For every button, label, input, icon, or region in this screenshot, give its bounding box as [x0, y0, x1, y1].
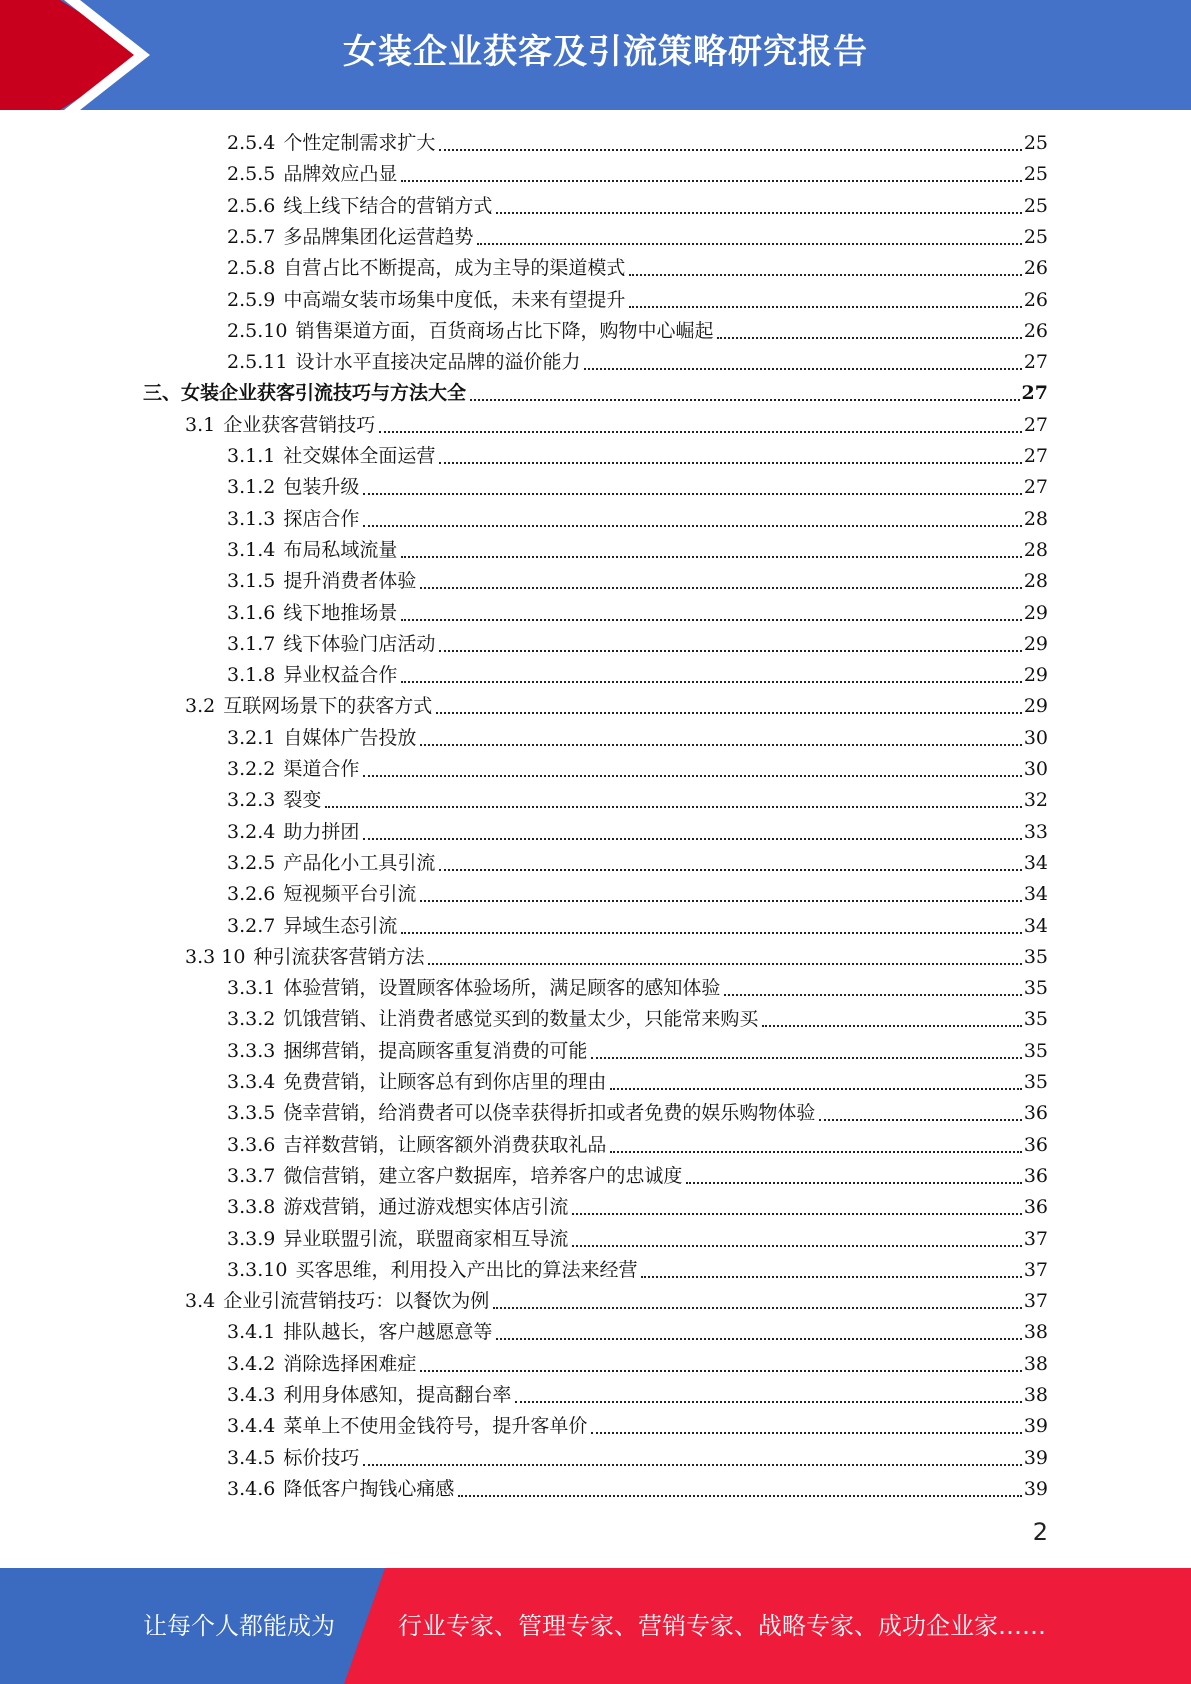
toc-entry-title: 侥幸营销，给消费者可以侥幸获得折扣或者免费的娱乐购物体验	[283, 1102, 816, 1125]
toc-entry-number: 3.3.9	[227, 1227, 276, 1250]
toc-entry-title: 短视频平台引流	[283, 883, 417, 906]
toc-dot-leader	[439, 867, 1021, 871]
toc-entry-number: 2.5.8	[227, 257, 276, 280]
toc-dot-leader	[363, 773, 1021, 777]
toc-entry-page: 32	[1023, 789, 1048, 812]
toc-dot-leader	[496, 1336, 1021, 1340]
toc-entry-title: 排队越长，客户越愿意等	[283, 1321, 493, 1344]
toc-dot-leader	[591, 1430, 1021, 1434]
toc-dot-leader	[572, 1211, 1021, 1215]
toc-entry-page: 39	[1023, 1446, 1048, 1469]
toc-entry-page: 39	[1023, 1415, 1048, 1438]
toc-entry-number: 2.5.5	[227, 163, 276, 186]
toc-entry[interactable]	[227, 660, 1048, 690]
toc-entry-title: 个性定制需求扩大	[283, 132, 436, 154]
toc-dot-leader	[610, 1149, 1021, 1153]
toc-entry-number: 3.4.6	[227, 1477, 276, 1500]
toc-entry[interactable]	[227, 1317, 1048, 1347]
toc-entry-number: 3.1.3	[227, 507, 276, 530]
toc-entry-number: 3.2.3	[227, 789, 276, 812]
toc-entry-page: 25	[1023, 225, 1048, 248]
toc-entry-title: 助力拼团	[283, 820, 360, 843]
toc-entry[interactable]	[227, 598, 1048, 628]
toc-entry[interactable]	[227, 285, 1048, 315]
toc-entry-title: 菜单上不使用金钱符号，提升客单价	[283, 1415, 588, 1438]
toc-entry-title: 互联网场景下的获客方式	[223, 695, 433, 718]
toc-entry-title: 提升消费者体验	[283, 570, 417, 593]
toc-entry-number: 3.3.1	[227, 977, 276, 1000]
toc-entry-title: 种引流获客营销方法	[253, 945, 425, 968]
toc-entry[interactable]	[227, 1443, 1048, 1473]
toc-dot-leader	[325, 804, 1021, 808]
toc-entry[interactable]	[227, 1224, 1048, 1254]
toc-entry[interactable]	[227, 472, 1048, 502]
toc-entry-page: 37	[1023, 1227, 1048, 1250]
toc-entry-number: 3.2.1	[227, 726, 276, 749]
toc-entry-page: 29	[1023, 695, 1048, 718]
toc-entry[interactable]	[227, 1098, 1048, 1128]
toc-dot-leader	[572, 1243, 1021, 1247]
toc-entry-number: 3.3.5	[227, 1102, 276, 1125]
header-banner	[0, 0, 1191, 110]
toc-entry-title: 多品牌集团化运营趋势	[283, 225, 474, 248]
toc-dot-leader	[420, 585, 1021, 589]
toc-entry-number: 3.2.7	[227, 914, 276, 937]
toc-entry-number: 2.5.9	[227, 288, 276, 311]
toc-entry-title: 饥饿营销、让消费者感觉买到的数量太少，只能常来购买	[283, 1008, 759, 1031]
toc-entry-page: 34	[1023, 883, 1048, 906]
toc-entry[interactable]	[227, 1161, 1048, 1191]
toc-dot-leader	[477, 241, 1021, 245]
toc-entry-title: 企业引流营销技巧：以餐饮为例	[223, 1290, 490, 1313]
toc-entry[interactable]	[227, 504, 1048, 534]
toc-dot-leader	[724, 992, 1021, 996]
toc-dot-leader	[420, 898, 1021, 902]
toc-dot-leader	[591, 1055, 1021, 1059]
toc-dot-leader	[363, 491, 1021, 495]
toc-entry-title: 销售渠道方面，百货商场占比下降，购物中心崛起	[295, 319, 714, 342]
toc-entry-page: 26	[1023, 257, 1048, 280]
toc-entry-title: 线下体验门店活动	[283, 632, 436, 655]
toc-entry-page: 38	[1023, 1321, 1048, 1344]
toc-entry-page: 30	[1023, 758, 1048, 780]
toc-entry[interactable]	[227, 973, 1048, 1003]
toc-entry[interactable]	[227, 1192, 1048, 1222]
toc-entry[interactable]	[227, 785, 1048, 815]
toc-entry-page: 28	[1023, 507, 1048, 530]
toc-entry-number: 3.4.2	[227, 1352, 276, 1375]
toc-entry-title: 设计水平直接决定品牌的溢价能力	[295, 351, 581, 374]
toc-entry-number: 3.4.5	[227, 1446, 276, 1469]
toc-entry-number: 3.1.5	[227, 570, 276, 593]
toc-dot-leader	[363, 1462, 1021, 1466]
toc-entry-number: 3.1.1	[227, 445, 276, 467]
toc-dot-leader	[436, 710, 1022, 714]
toc-entry-title: 布局私域流量	[283, 538, 398, 561]
toc-dot-leader	[717, 335, 1021, 339]
toc-entry-page: 35	[1023, 977, 1048, 1000]
toc-entry-title: 体验营销，设置顾客体验场所，满足顾客的感知体验	[283, 977, 721, 1000]
toc-entry[interactable]	[185, 691, 1048, 721]
toc-dot-leader	[439, 147, 1021, 151]
toc-entry-number: 3.4.1	[227, 1321, 276, 1344]
footer-slogan-left: 让每个人都能成为	[143, 1612, 335, 1640]
toc-entry-title: 社交媒体全面运营	[283, 445, 436, 467]
toc-entry[interactable]	[227, 723, 1048, 753]
toc-entry-number: 3.2	[185, 695, 216, 718]
toc-entry-page: 27	[1023, 413, 1048, 436]
toc-dot-leader	[641, 1274, 1021, 1278]
toc-entry[interactable]	[227, 1130, 1048, 1160]
toc-entry-page: 29	[1023, 664, 1048, 687]
toc-entry-number: 3.1	[185, 413, 216, 436]
toc-entry-title: 线上线下结合的营销方式	[283, 194, 493, 217]
toc-entry[interactable]	[227, 817, 1048, 847]
toc-entry-title: 标价技巧	[283, 1446, 360, 1469]
toc-entry-page: 27	[1023, 445, 1048, 467]
toc-entry-number: 2.5.4	[227, 132, 276, 154]
toc-entry-page: 27	[1023, 476, 1048, 499]
toc-entry-number: 2.5.11	[227, 351, 288, 374]
toc-entry-page: 37	[1023, 1258, 1048, 1281]
toc-entry[interactable]	[185, 942, 1048, 972]
toc-entry-page: 38	[1023, 1384, 1048, 1406]
toc-entry[interactable]	[227, 911, 1048, 941]
report-title: 女装企业获客及引流策略研究报告	[343, 32, 868, 72]
toc-entry-title: 裂变	[283, 789, 322, 812]
toc-entry-page: 35	[1023, 1008, 1048, 1031]
toc-entry-page: 36	[1023, 1102, 1048, 1125]
toc-entry-page: 36	[1023, 1133, 1048, 1156]
toc-entry-page: 25	[1023, 194, 1048, 217]
toc-dot-leader	[470, 397, 1020, 401]
toc-entry-page: 27	[1023, 351, 1048, 374]
toc-entry-page: 35	[1023, 1071, 1048, 1093]
toc-dot-leader	[629, 272, 1021, 276]
toc-entry-number: 3.2.2	[227, 758, 276, 780]
toc-entry-number: 3.1.7	[227, 632, 276, 655]
toc-entry-page: 37	[1023, 1290, 1048, 1313]
toc-entry-page: 38	[1023, 1352, 1048, 1375]
toc-entry-page: 36	[1023, 1164, 1048, 1187]
toc-entry[interactable]	[227, 1349, 1048, 1379]
toc-entry[interactable]	[227, 754, 1048, 784]
toc-entry-page: 35	[1023, 945, 1048, 968]
toc-entry-title: 自媒体广告投放	[283, 726, 417, 749]
toc-dot-leader	[629, 304, 1021, 308]
toc-entry-number: 3.2.5	[227, 851, 276, 874]
toc-entry-title: 中高端女装市场集中度低，未来有望提升	[283, 288, 626, 311]
toc-entry-number: 3.2.6	[227, 883, 276, 906]
toc-entry-page: 35	[1023, 1039, 1048, 1062]
toc-entry-title: 捆绑营销，提高顾客重复消费的可能	[283, 1039, 588, 1062]
toc-entry[interactable]	[227, 441, 1048, 471]
toc-entry-number: 2.5.7	[227, 225, 276, 248]
toc-entry[interactable]	[227, 128, 1048, 158]
toc-entry-title: 异业联盟引流，联盟商家相互导流	[283, 1227, 569, 1250]
footer-slogan-right: 行业专家、管理专家、营销专家、战略专家、成功企业家……	[398, 1612, 1046, 1640]
toc-entry[interactable]	[143, 378, 1048, 408]
toc-dot-leader	[363, 836, 1021, 840]
toc-dot-leader	[420, 742, 1021, 746]
toc-dot-leader	[379, 429, 1022, 433]
toc-entry[interactable]	[227, 253, 1048, 283]
toc-entry[interactable]	[227, 316, 1048, 346]
toc-entry-number: 3.3.2	[227, 1008, 276, 1031]
toc-entry[interactable]	[227, 566, 1048, 596]
toc-entry-title: 品牌效应凸显	[283, 163, 398, 186]
toc-dot-leader	[401, 178, 1021, 182]
toc-entry-number: 3.3.3	[227, 1039, 276, 1062]
toc-entry-page: 34	[1023, 851, 1048, 874]
toc-entry-number: 3.3.4	[227, 1071, 276, 1093]
toc-entry-number: 2.5.10	[227, 319, 288, 342]
toc-entry-page: 29	[1023, 601, 1048, 624]
toc-entry-title: 吉祥数营销，让顾客额外消费获取礼品	[283, 1133, 607, 1156]
toc-entry-number: 3.3 10	[185, 945, 246, 968]
toc-entry[interactable]	[185, 1286, 1048, 1316]
toc-entry-title: 线下地推场景	[283, 601, 398, 624]
toc-dot-leader	[401, 617, 1021, 621]
toc-entry-page: 34	[1023, 914, 1048, 937]
toc-dot-leader	[610, 1086, 1021, 1090]
toc-dot-leader	[439, 460, 1021, 464]
toc-entry-title: 异域生态引流	[283, 914, 398, 937]
toc-entry-number: 3.3.6	[227, 1133, 276, 1156]
toc-entry[interactable]	[227, 1004, 1048, 1034]
toc-entry[interactable]	[227, 1255, 1048, 1285]
toc-dot-leader	[686, 1180, 1021, 1184]
toc-entry-title: 买客思维，利用投入产出比的算法来经营	[295, 1258, 638, 1281]
toc-entry-number: 3.4	[185, 1290, 216, 1313]
toc-entry-title: 企业获客营销技巧	[223, 413, 376, 436]
toc-entry-title: 消除选择困难症	[283, 1352, 417, 1375]
toc-entry[interactable]	[227, 159, 1048, 189]
toc-entry[interactable]	[227, 879, 1048, 909]
toc-entry-number: 3.2.4	[227, 820, 276, 843]
toc-dot-leader	[515, 1399, 1021, 1403]
toc-entry-page: 36	[1023, 1196, 1048, 1219]
toc-dot-leader	[401, 930, 1021, 934]
toc-entry[interactable]	[227, 535, 1048, 565]
toc-entry[interactable]	[227, 191, 1048, 221]
toc-entry-title: 探店合作	[283, 507, 360, 530]
toc-entry-title: 自营占比不断提高，成为主导的渠道模式	[283, 257, 626, 280]
toc-entry-number: 3.1.6	[227, 601, 276, 624]
toc-dot-leader	[439, 648, 1021, 652]
page-number: 2	[1032, 1518, 1048, 1546]
toc-entry-page: 29	[1023, 632, 1048, 655]
toc-entry-title: 降低客户掏钱心痛感	[283, 1477, 455, 1500]
toc-entry[interactable]	[227, 1411, 1048, 1441]
toc-entry[interactable]	[227, 222, 1048, 252]
toc-dot-leader	[762, 1023, 1021, 1027]
toc-entry-number: 3.1.4	[227, 538, 276, 561]
toc-entry-number: 3.4.4	[227, 1415, 276, 1438]
toc-entry-page: 27	[1021, 382, 1048, 405]
toc-dot-leader	[428, 961, 1021, 965]
toc-entry[interactable]	[227, 629, 1048, 659]
toc-entry-page: 39	[1023, 1477, 1048, 1500]
toc-entry-title: 免费营销，让顾客总有到你店里的理由	[283, 1071, 607, 1093]
toc-entry-title: 游戏营销，通过游戏想实体店引流	[283, 1196, 569, 1219]
toc-dot-leader	[496, 210, 1021, 214]
toc-entry-number: 3.1.2	[227, 476, 276, 499]
toc-entry[interactable]	[227, 1380, 1048, 1410]
toc-entry-number: 3.3.8	[227, 1196, 276, 1219]
toc-entry-page: 26	[1023, 319, 1048, 342]
toc-entry[interactable]	[227, 347, 1048, 377]
toc-dot-leader	[584, 366, 1021, 370]
toc-entry-title: 三、女装企业获客引流技巧与方法大全	[143, 382, 467, 405]
footer-banner	[0, 1568, 1191, 1684]
toc-entry-title: 微信营销，建立客户数据库，培养客户的忠诚度	[283, 1164, 683, 1187]
toc-entry-number: 3.3.10	[227, 1258, 288, 1281]
toc-entry-page: 28	[1023, 570, 1048, 593]
toc-entry-title: 渠道合作	[283, 758, 360, 780]
toc-dot-leader	[401, 679, 1021, 683]
toc-dot-leader	[401, 554, 1021, 558]
toc-entry-page: 26	[1023, 288, 1048, 311]
toc-entry-page: 28	[1023, 538, 1048, 561]
toc-dot-leader	[458, 1493, 1021, 1497]
toc-entry-number: 2.5.6	[227, 194, 276, 217]
toc-entry-number: 3.3.7	[227, 1164, 276, 1187]
toc-entry[interactable]	[185, 410, 1048, 440]
toc-dot-leader	[363, 523, 1021, 527]
toc-entry-title: 包装升级	[283, 476, 360, 499]
toc-entry-page: 30	[1023, 726, 1048, 749]
toc-entry-title: 利用身体感知，提高翻台率	[283, 1384, 512, 1406]
toc-entry[interactable]	[227, 1474, 1048, 1504]
toc-entry-page: 33	[1023, 820, 1048, 843]
toc-entry-number: 3.1.8	[227, 664, 276, 687]
toc-entry-page: 25	[1023, 132, 1048, 154]
toc-dot-leader	[493, 1305, 1022, 1309]
toc-entry[interactable]	[227, 848, 1048, 878]
toc-entry-number: 3.4.3	[227, 1384, 276, 1406]
toc-entry-page: 25	[1023, 163, 1048, 186]
toc-entry-title: 异业权益合作	[283, 664, 398, 687]
toc-entry-title: 产品化小工具引流	[283, 851, 436, 874]
toc-dot-leader	[819, 1117, 1021, 1121]
toc-entry[interactable]	[227, 1036, 1048, 1066]
toc-dot-leader	[420, 1368, 1021, 1372]
toc-entry[interactable]	[227, 1067, 1048, 1097]
